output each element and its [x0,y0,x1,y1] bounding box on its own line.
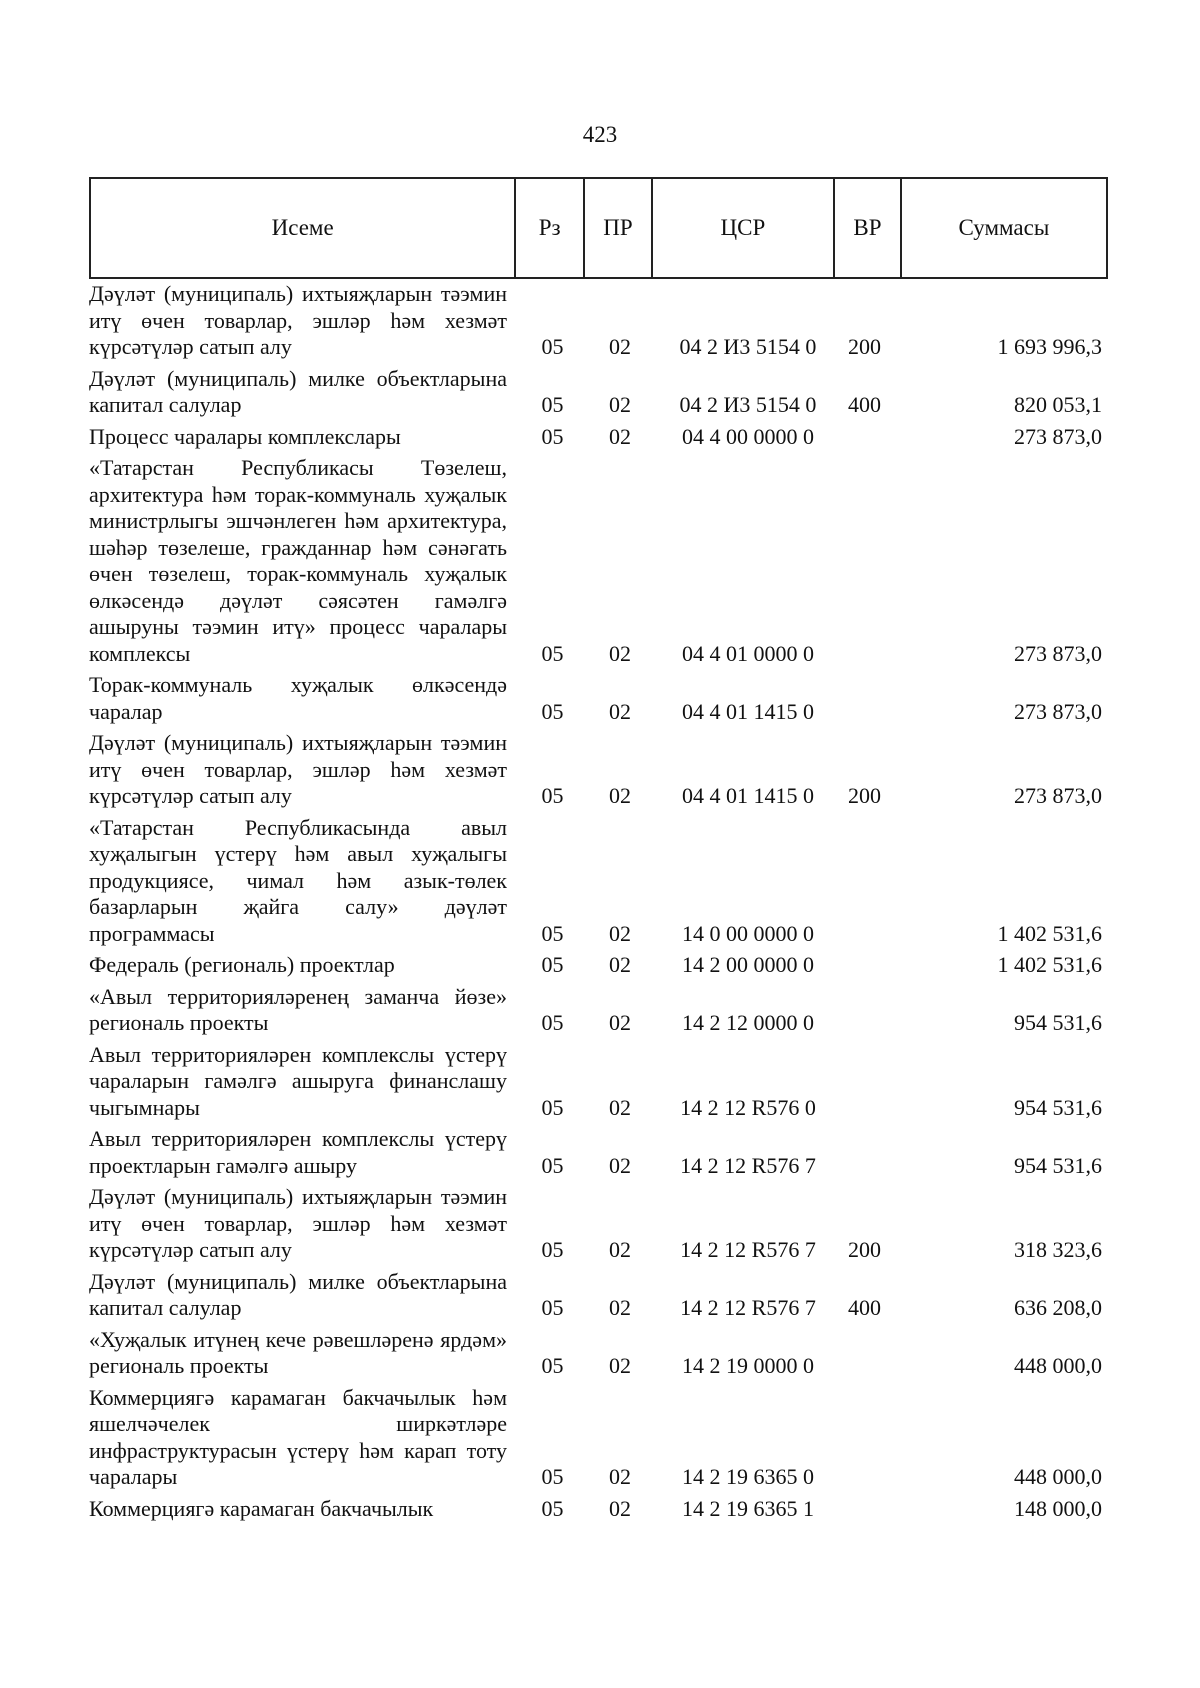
cell-sum: 1 693 996,3 [997,334,1102,359]
cell-name: Дәүләт (муниципаль) ихтыяҗларын тәэмин итү өчен товарлар, эшләр һәм хезмәт күрсәтүләр сатып алу [89,1184,507,1262]
table-row [89,1126,1108,1179]
cell-sum: 148 000,0 [1014,1495,1102,1521]
cell-csr: 14 2 00 0000 0 [682,952,814,977]
cell-vr: 400 [848,1295,881,1320]
table-row [89,424,1108,451]
table-row [89,1385,1108,1491]
cell-rz: 05 [541,698,564,724]
table-row [89,1327,1108,1380]
cell-csr: 14 2 19 6365 0 [682,1464,814,1489]
table-row [89,1269,1108,1322]
cell-name: Дәүләт (муниципаль) милке объектларына капитал салулар [89,1268,507,1320]
cell-name: Коммерциягә карамаган бакчачылык [89,1495,434,1521]
table-row [89,1184,1108,1264]
cell-rz: 05 [541,1010,564,1035]
table-row [89,730,1108,810]
header-csr: ЦСР [653,179,835,277]
header-name: Исеме [91,179,516,277]
cell-csr: 04 4 00 0000 0 [682,423,814,449]
table-row [89,984,1108,1037]
cell-name: Авыл территорияләрен комплекслы үстерү проектларын гамәлгә ашыру [89,1126,507,1178]
cell-csr: 14 2 12 0000 0 [682,1010,814,1035]
cell-name: Торак-коммуналь хуҗалык өлкәсендә чаралар [89,672,507,724]
cell-pr: 02 [609,1353,631,1378]
header-pr: ПР [585,179,653,277]
cell-pr: 02 [609,334,631,359]
cell-name: Дәүләт (муниципаль) ихтыяҗларын тәэмин итү өчен товарлар, эшләр һәм хезмәт күрсәтүләр сатып алу [89,730,507,808]
cell-csr: 04 2 И3 5154 0 [679,392,817,417]
table-row [89,455,1108,667]
cell-rz: 05 [541,783,564,808]
cell-sum: 1 402 531,6 [997,920,1102,946]
table-body [89,281,1108,1527]
cell-sum: 273 873,0 [1014,640,1102,666]
page-number: 423 [582,122,618,147]
cell-pr: 02 [609,1464,631,1489]
cell-name: Дәүләт (муниципаль) ихтыяҗларын тәэмин итү өчен товарлар, эшләр һәм хезмәт күрсәтүләр сатып алу [89,281,507,359]
cell-rz: 05 [541,952,564,977]
cell-rz: 05 [541,1295,564,1320]
cell-sum: 273 873,0 [1014,698,1102,724]
cell-csr: 14 2 12 R576 7 [680,1152,816,1178]
header-vr: ВР [835,179,902,277]
cell-vr: 400 [848,392,881,417]
cell-pr: 02 [609,952,631,977]
cell-pr: 02 [609,698,631,724]
cell-sum: 954 531,6 [1014,1152,1102,1178]
cell-rz: 05 [541,392,564,417]
table-header [89,177,1108,279]
cell-csr: 04 4 01 1415 0 [682,783,814,808]
cell-sum: 954 531,6 [1014,1094,1102,1120]
cell-name: «Авыл территорияләренең заманча йөзе» региональ проекты [89,983,507,1035]
cell-name: «Татарстан Республикасында авыл хуҗалыгын үстерү һәм авыл хуҗалыгы продукциясе, чимал һәм азык-төлек базарларын җайга салу» дәүләт программасы [89,814,507,946]
cell-sum: 318 323,6 [1014,1237,1102,1262]
cell-sum: 448 000,0 [1014,1464,1102,1489]
table-row [89,672,1108,725]
cell-csr: 14 0 00 0000 0 [682,920,814,946]
cell-vr: 200 [848,1237,881,1262]
cell-sum: 1 402 531,6 [997,952,1102,977]
cell-pr: 02 [609,392,631,417]
cell-csr: 14 2 19 6365 1 [682,1495,814,1521]
table-row [89,281,1108,361]
cell-rz: 05 [541,334,564,359]
cell-sum: 636 208,0 [1014,1295,1102,1320]
cell-csr: 14 2 12 R576 0 [680,1094,816,1120]
cell-sum: 273 873,0 [1014,783,1102,808]
cell-csr: 14 2 12 R576 7 [680,1295,816,1320]
table-row [89,1042,1108,1122]
cell-name: Коммерциягә карамаган бакчачылык һәм яшелчәчелек ширкәтләре инфраструктурасын үстерү һәм карап тоту чаралары [89,1384,507,1489]
cell-name: Федераль (региональ) проектлар [89,952,395,977]
table-row [89,1496,1108,1523]
cell-csr: 04 4 01 0000 0 [682,640,814,666]
cell-vr: 200 [848,783,881,808]
cell-rz: 05 [541,1464,564,1489]
cell-name: Авыл территорияләрен комплекслы үстерү чараларын гамәлгә ашыруга финанслашу чыгымнары [89,1041,507,1120]
cell-pr: 02 [609,1094,631,1120]
cell-rz: 05 [541,920,564,946]
cell-pr: 02 [609,640,631,666]
cell-name: «Хуҗалык итүнең кече рәвешләренә ярдәм» региональ проекты [89,1326,507,1378]
cell-sum: 448 000,0 [1014,1353,1102,1378]
cell-rz: 05 [541,640,564,666]
table-row [89,952,1108,979]
cell-rz: 05 [541,1152,564,1178]
cell-pr: 02 [609,1495,631,1521]
cell-name: Дәүләт (муниципаль) милке объектларына капитал салулар [89,365,507,417]
cell-pr: 02 [609,423,631,449]
cell-csr: 04 4 01 1415 0 [682,698,814,724]
cell-rz: 05 [541,1495,564,1521]
cell-pr: 02 [609,1010,631,1035]
cell-name: Процесс чаралары комплекслары [89,423,401,449]
cell-csr: 04 2 И3 5154 0 [679,334,817,359]
cell-sum: 820 053,1 [1014,392,1102,417]
cell-csr: 14 2 12 R576 7 [680,1237,816,1262]
cell-pr: 02 [609,783,631,808]
cell-pr: 02 [609,1152,631,1178]
cell-rz: 05 [541,423,564,449]
table-row [89,815,1108,948]
cell-pr: 02 [609,1295,631,1320]
cell-vr: 200 [848,334,881,359]
cell-csr: 14 2 19 0000 0 [682,1353,814,1378]
cell-pr: 02 [609,920,631,946]
header-sum: Суммасы [958,215,1050,240]
table-row [89,366,1108,419]
cell-name: «Татарстан Республикасы Төзелеш, архитектура һәм торак-коммуналь хуҗалык министрлыгы эшчәнлеген һәм архитектура, шәһәр төзелеше, гражданнар һәм сәнәгать өчен төзелеш, торак-коммуналь хуҗалык өлкәсендә дәүләт сәясәтен гамәлгә ашыруны тәэмин итү» процесс чаралары комплексы [89,455,507,666]
header-rz: Рз [516,179,585,277]
cell-rz: 05 [541,1237,564,1262]
cell-rz: 05 [541,1353,564,1378]
cell-sum: 273 873,0 [1014,423,1102,449]
cell-rz: 05 [541,1094,564,1120]
cell-sum: 954 531,6 [1014,1010,1102,1035]
cell-pr: 02 [609,1237,631,1262]
